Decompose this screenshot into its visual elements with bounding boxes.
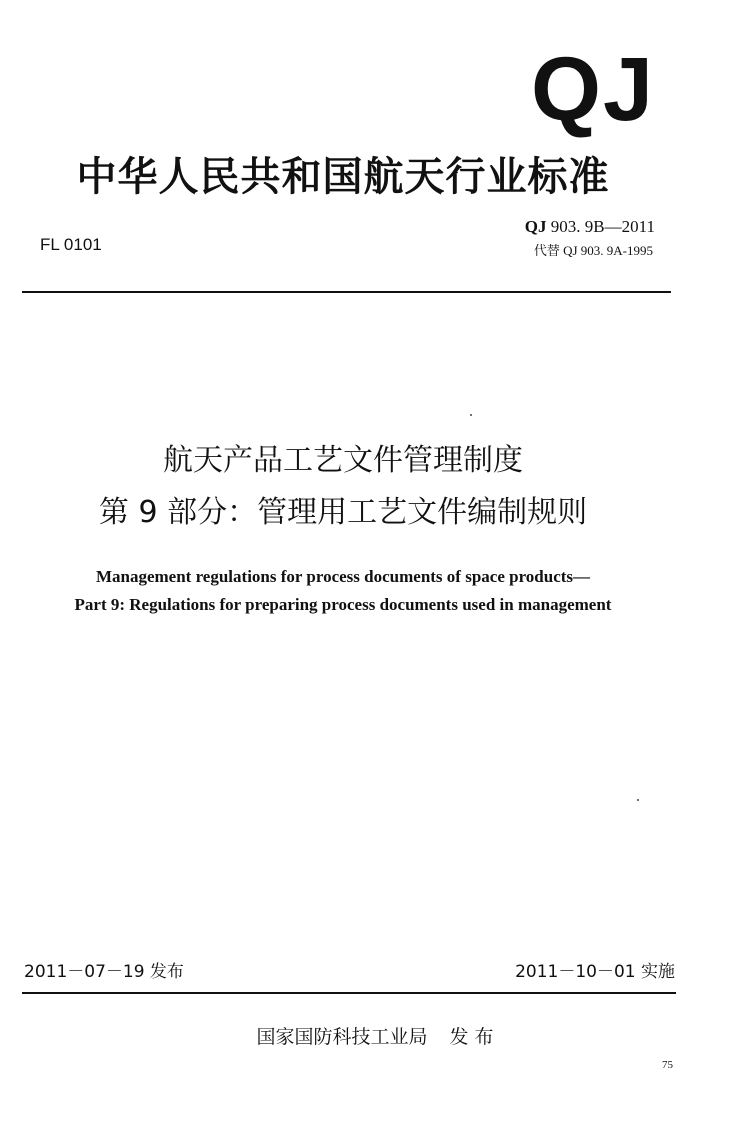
speck-mark bbox=[637, 799, 639, 801]
standard-category-title: 中华人民共和国航天行业标准 bbox=[76, 154, 610, 200]
standard-number-code: 903. 9B—2011 bbox=[550, 217, 655, 236]
standard-number-prefix: QJ bbox=[524, 217, 547, 236]
page-number: 75 bbox=[662, 1059, 673, 1071]
document-title-en-line2: Part 9: Regulations for preparing process documents used in management bbox=[74, 595, 612, 614]
footer-divider bbox=[22, 992, 676, 994]
header-divider bbox=[22, 291, 671, 293]
standard-number bbox=[500, 216, 655, 238]
classification-code: FL 0101 bbox=[40, 235, 102, 254]
publisher-name: 国家国防科技工业局 bbox=[256, 1026, 428, 1048]
document-title-zh-line2: 第 9 部分：管理用工艺文件编制规则 bbox=[98, 495, 588, 530]
qj-logo: QJ bbox=[530, 40, 655, 140]
document-title-zh-line1: 航天产品工艺文件管理制度 bbox=[163, 443, 523, 478]
speck-mark bbox=[470, 414, 472, 416]
publish-label: 发 布 bbox=[449, 1026, 494, 1048]
implementation-date: 2011－10－01 实施 bbox=[515, 962, 675, 982]
issue-date: 2011－07－19 发布 bbox=[24, 962, 184, 982]
replaces-standard: 代替 QJ 903. 9A-1995 bbox=[533, 243, 653, 258]
document-title-en-line1: Management regulations for process documents of space products— bbox=[95, 567, 591, 586]
publisher-line bbox=[0, 1024, 750, 1050]
